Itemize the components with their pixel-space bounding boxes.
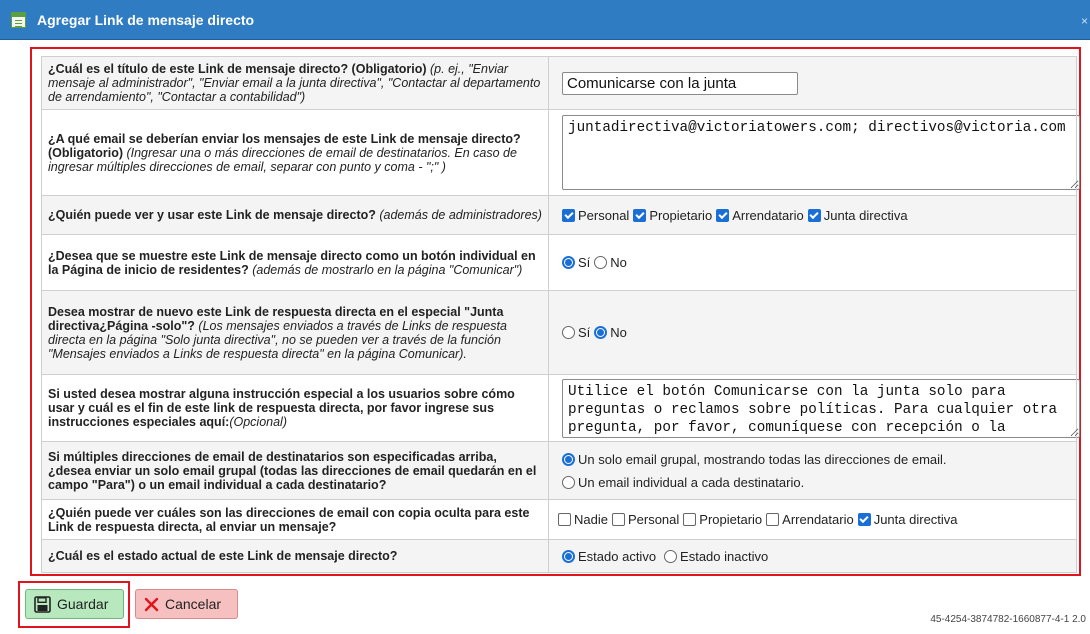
bcc-option-nadie[interactable] — [558, 512, 608, 527]
build-id: 45-4254-3874782-1660877-4-1 2.0 — [930, 614, 1086, 625]
form-row-bcc — [42, 500, 1077, 540]
board-option-si[interactable] — [562, 325, 590, 340]
radio-email-individual[interactable] — [562, 476, 575, 489]
email-mode-option-individual[interactable] — [562, 475, 804, 490]
bcc-label: Arrendatario — [782, 512, 854, 527]
homepage-option-no[interactable] — [594, 255, 627, 270]
radio-homepage-si[interactable] — [562, 256, 575, 269]
question-title-label: ¿Cuál es el título de este Link de mensaje directo? (Obligatorio) — [48, 62, 427, 76]
question-homepage-label: ¿Desea que se muestre este Link de mensaje directo como un botón individual en la Página de inicio de residentes? — [48, 248, 536, 277]
form-row-title — [42, 57, 1077, 110]
form-row-homepage-button — [42, 235, 1077, 291]
bcc-label: Propietario — [699, 512, 763, 527]
visibility-label: Arrendatario — [732, 207, 804, 223]
dialog-title-bar — [0, 0, 1090, 40]
answer-email-mode — [549, 442, 1077, 500]
answer-homepage-button — [549, 235, 1077, 291]
radio-label: Un solo email grupal, mostrando todas las direcciones de email. — [578, 451, 947, 467]
status-option-inactive[interactable] — [664, 549, 768, 564]
cancel-button[interactable] — [135, 589, 238, 619]
board-option-no[interactable] — [594, 325, 627, 340]
question-instructions — [42, 375, 549, 442]
checkbox-bcc-arrendatario[interactable] — [766, 513, 779, 526]
close-x-icon — [144, 597, 159, 612]
form-row-emails — [42, 110, 1077, 196]
radio-label: Sí — [578, 255, 591, 270]
question-board-only — [42, 291, 549, 375]
question-visibility-hint: (además de administradores) — [375, 208, 542, 222]
form-row-instructions — [42, 375, 1077, 442]
radio-label: Sí — [578, 325, 591, 340]
answer-instructions — [549, 375, 1077, 442]
visibility-option-junta[interactable] — [808, 208, 908, 223]
bcc-label: Junta directiva — [873, 512, 958, 527]
checkbox-bcc-junta-directiva[interactable] — [858, 513, 871, 526]
radio-board-no[interactable] — [594, 326, 607, 339]
form-row-status — [42, 540, 1077, 573]
checkbox-personal[interactable] — [562, 209, 575, 222]
form-row-visibility — [42, 196, 1077, 235]
bcc-option-propietario[interactable] — [683, 512, 762, 527]
close-icon[interactable]: × — [1080, 14, 1088, 28]
link-settings-form — [41, 56, 1077, 573]
radio-label: Estado inactivo — [680, 548, 769, 564]
bcc-label: Personal — [627, 512, 680, 527]
question-email-mode-label: Si múltiples direcciones de email de destinatarios son especificadas arriba, ¿desea enviar un solo email grupal (todas las direcciones de email quedarán en el campo "Para") o un email individual a cada destinatario? — [48, 449, 537, 492]
save-button[interactable] — [25, 589, 124, 619]
question-homepage-button — [42, 235, 549, 291]
save-button-label: Guardar — [57, 596, 109, 612]
visibility-option-arrendatario[interactable] — [716, 208, 804, 223]
question-emails — [42, 110, 549, 196]
checkbox-bcc-propietario[interactable] — [683, 513, 696, 526]
email-mode-option-group[interactable] — [562, 452, 947, 467]
checkbox-bcc-nadie[interactable] — [558, 513, 571, 526]
question-homepage-hint: (además de mostrarlo en la página "Comunicar") — [248, 262, 523, 277]
answer-emails — [549, 110, 1077, 196]
question-visibility — [42, 196, 549, 235]
radio-homepage-no[interactable] — [594, 256, 607, 269]
question-instructions-hint: (Opcional) — [229, 415, 287, 429]
bcc-option-junta[interactable] — [858, 512, 958, 527]
checkbox-bcc-personal[interactable] — [612, 513, 625, 526]
question-emails-hint: (Ingresar una o más direcciones de email de destinatarios. En caso de ingresar múltiples direcciones de email, separar con punto y coma - ";" ) — [48, 145, 517, 174]
question-bcc-label: ¿Quién puede ver cuáles son las direcciones de email con copia oculta para este Link de respuesta directa, al enviar un mensaje? — [48, 505, 530, 534]
bcc-label: Nadie — [574, 512, 608, 527]
checkbox-junta-directiva[interactable] — [808, 209, 821, 222]
answer-title — [549, 57, 1077, 110]
question-emails-label: ¿A qué email se deberían enviar los mensajes de este Link de mensaje directo? (Obligatorio) — [48, 131, 521, 160]
emails-textarea[interactable] — [562, 115, 1080, 190]
visibility-label: Personal — [578, 207, 630, 223]
answer-status — [549, 540, 1077, 573]
visibility-option-personal[interactable] — [562, 208, 629, 223]
radio-label: Un email individual a cada destinatario. — [578, 474, 805, 490]
bcc-option-personal[interactable] — [612, 512, 679, 527]
question-instructions-label: Si usted desea mostrar alguna instrucción especial a los usuarios sobre cómo usar y cuál es el fin de este link de respuesta directa, por favor ingrese sus instrucciones especiales aquí: — [48, 387, 515, 429]
instructions-textarea[interactable] — [562, 379, 1080, 438]
radio-label: No — [610, 255, 627, 270]
form-icon — [11, 12, 26, 28]
question-status-label: ¿Cuál es el estado actual de este Link de mensaje directo? — [48, 549, 398, 563]
radio-label: Estado activo — [578, 548, 657, 564]
question-title — [42, 57, 549, 110]
form-row-board-only — [42, 291, 1077, 375]
radio-email-group[interactable] — [562, 453, 575, 466]
bcc-option-arrendatario[interactable] — [766, 512, 854, 527]
question-status — [42, 540, 549, 573]
visibility-label: Junta directiva — [823, 207, 908, 223]
cancel-button-label: Cancelar — [165, 596, 222, 612]
question-bcc — [42, 500, 549, 540]
answer-board-only — [549, 291, 1077, 375]
checkbox-propietario[interactable] — [633, 209, 646, 222]
visibility-option-propietario[interactable] — [633, 208, 712, 223]
question-email-mode — [42, 442, 549, 500]
dialog-title: Agregar Link de mensaje directo — [37, 11, 255, 28]
checkbox-arrendatario[interactable] — [716, 209, 729, 222]
question-visibility-label: ¿Quién puede ver y usar este Link de mensaje directo? — [48, 208, 376, 222]
radio-board-si[interactable] — [562, 326, 575, 339]
status-option-active[interactable] — [562, 549, 656, 564]
answer-visibility — [549, 196, 1077, 235]
answer-bcc — [549, 500, 1077, 540]
radio-label: No — [610, 325, 627, 340]
radio-status-active[interactable] — [562, 550, 575, 563]
question-title-hint: (p. ej., "Enviar mensaje al administrador", "Enviar email a la junta directiva", "Contactar al departamento de arrendamiento", "Contactar a contabilidad") — [48, 62, 541, 104]
homepage-option-si[interactable] — [562, 255, 590, 270]
title-input[interactable] — [562, 72, 798, 95]
floppy-disk-icon — [34, 596, 51, 613]
visibility-label: Propietario — [649, 207, 713, 223]
question-board-label: Desea mostrar de nuevo este Link de respuesta directa en el especial "Junta directiva¿Página -solo"? — [48, 304, 504, 333]
question-board-hint: (Los mensajes enviados a través de Links de respuesta directa en la página "Solo junta directiva", no se pueden ver a través de la función "Mensajes enviados a Links de respuesta directa" en la página Comunicar). — [48, 318, 507, 361]
radio-status-inactive[interactable] — [664, 550, 677, 563]
form-row-email-mode — [42, 442, 1077, 500]
